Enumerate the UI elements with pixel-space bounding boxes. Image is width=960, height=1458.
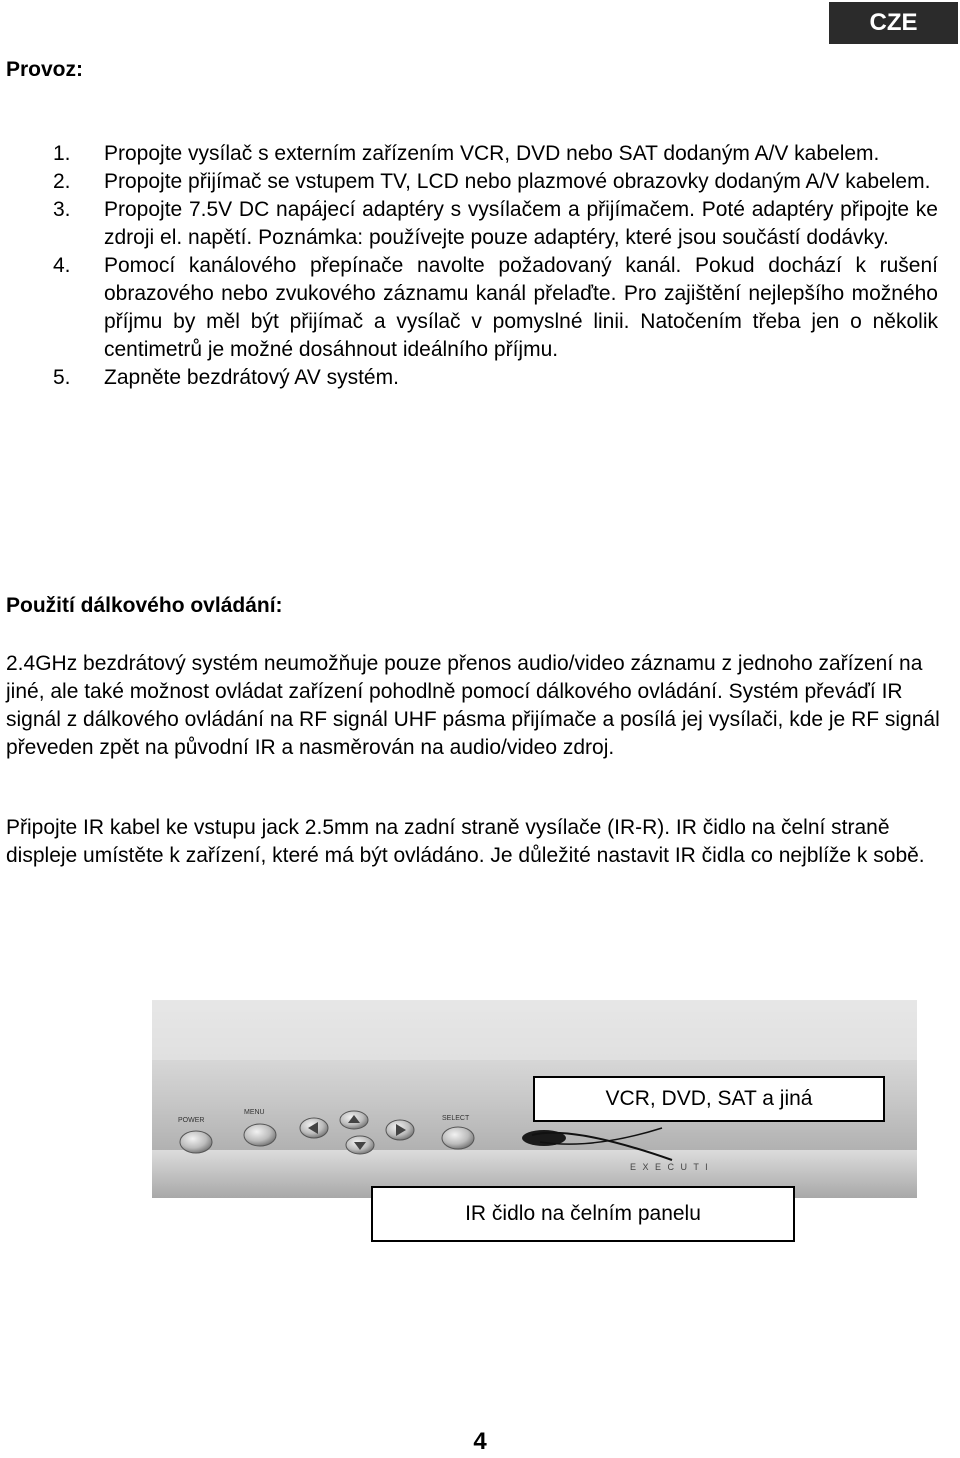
remote-paragraph-2: Připojte IR kabel ke vstupu jack 2.5mm na zadní straně vysílače (IR-R). IR čidlo na čelní straně displeje umístěte k zařízení, které má být ovládáno. Je důležité nastavit IR čidla co nejblíže k sobě. — [6, 816, 925, 867]
step-item — [0, 196, 938, 252]
operation-steps — [0, 140, 960, 392]
step-item — [0, 140, 938, 168]
menu-label: MENU — [244, 1109, 265, 1116]
step-text: Pomocí kanálového přepínače navolte požadovaný kanál. Pokud dochází k rušení obrazového nebo zvukového záznamu kanál přelaďte. Pro zajištění nejlepšího možného příjmu by měl být přijímač a vysílač v pomyslné linii. Natočením třeba jen o několik centimetrů je možné dosáhnout ideálního příjmu. — [104, 254, 938, 361]
callout-ir-sensor: IR čidlo na čelním panelu — [371, 1186, 795, 1242]
step-number: 4. — [53, 254, 71, 277]
select-label: SELECT — [442, 1115, 470, 1122]
language-badge: CZE — [829, 2, 958, 44]
step-text: Propojte 7.5V DC napájecí adaptéry s vysílačem a přijímačem. Poté adaptéry připojte ke zdroji el. napětí. Poznámka: používejte pouze adaptéry, které jsou součástí dodávky. — [104, 198, 938, 249]
step-number: 5. — [53, 366, 71, 389]
step-number: 2. — [53, 170, 71, 193]
power-button-icon — [180, 1131, 212, 1153]
step-item — [0, 364, 938, 392]
menu-button-icon — [244, 1124, 276, 1146]
brand-label: E X E C U T I — [630, 1162, 710, 1172]
callout-source-devices: VCR, DVD, SAT a jiná — [533, 1076, 885, 1122]
step-text: Propojte přijímač se vstupem TV, LCD nebo plazmové obrazovky dodaným A/V kabelem. — [104, 170, 931, 193]
remote-control-title: Použití dálkového ovládání: — [6, 594, 283, 617]
step-number: 1. — [53, 142, 71, 165]
panel-top-face — [152, 1000, 917, 1060]
operation-title: Provoz: — [6, 58, 84, 81]
step-text: Zapněte bezdrátový AV systém. — [104, 366, 399, 389]
step-item — [0, 252, 938, 364]
select-button-icon — [442, 1127, 474, 1149]
step-number: 3. — [53, 198, 71, 221]
step-text: Propojte vysílač s externím zařízením VCR, DVD nebo SAT dodaným A/V kabelem. — [104, 142, 880, 165]
page-number: 4 — [473, 1428, 487, 1455]
power-label: POWER — [178, 1117, 205, 1124]
remote-paragraph-1: 2.4GHz bezdrátový systém neumožňuje pouze přenos audio/video záznamu z jednoho zařízení na jiné, ale také možnost ovládat zařízení pohodlně pomocí dálkového ovládání. Systém převáďí IR signál z dálkového ovládání na RF signál UHF pásma přijímače a posílá jej vysílači, kde je RF signál převeden zpět na původní IR a nasměrován na audio/video zdroj. — [6, 652, 940, 759]
step-item — [0, 168, 938, 196]
